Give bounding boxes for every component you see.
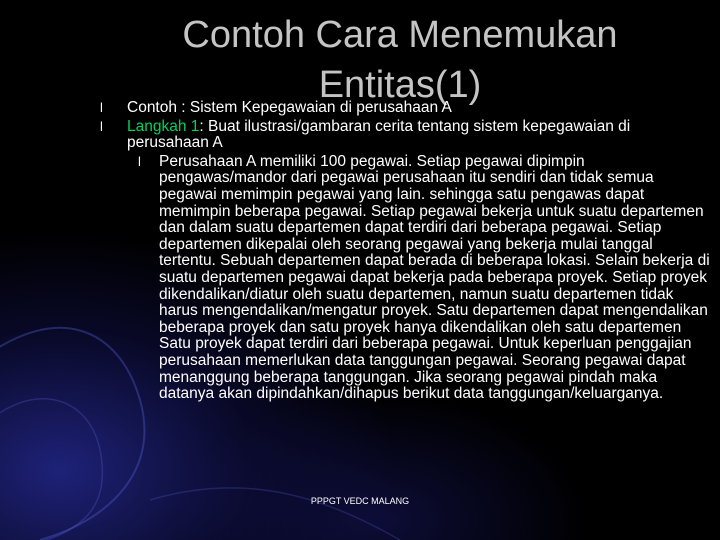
sub-bullet-text: Perusahaan A memiliki 100 pegawai. Setiap pegawai dipimpin pengawas/mandor dari pegawai perusahaan itu sendiri dan tidak semua pegawai memimpin pegawai yang lain. sehingga satu pengawas dapat memimpin beberapa pegawai. Setiap pegawai bekerja untuk suatu departemen dan dalam suatu departemen dapat terdiri dari beberapa pegawai. Setiap departemen dikepalai oleh seorang pegawai yang bekerja mulai tanggal tertentu. Sebuah departemen dapat berada di beberapa lokasi. Selain bekerja di suatu departemen pegawai dapat bekerja pada beberapa proyek. Setiap proyek dikendalikan/diatur oleh suatu departemen, namun suatu departemen tidak harus mengendalikan/mengatur proyek. Satu departemen dapat mengendalikan beberapa proyek dan satu proyek hanya dikendalikan oleh satu departemen Satu proyek dapat terdiri dari beberapa pegawai. Untuk keperluan penggajian perusahaan memerlukan data tanggungan pegawai. Seorang pegawai dapat menanggung beberapa tanggungan. Jika seorang pegawai pindah maka datanya akan dipindahkan/dihapus berikut data tanggungan/keluarganya. (159, 152, 710, 403)
bullet-icon: l (100, 100, 103, 115)
slide-title: Contoh Cara Menemukan Entitas(1) (182, 14, 618, 106)
bullet-text: Contoh : Sistem Kepegawaian di perusahaan A (127, 99, 452, 116)
bullet-icon: l (100, 118, 103, 134)
sub-bullet-item (100, 154, 710, 403)
bullet-item (100, 100, 710, 117)
bullet-text: : Buat ilustrasi/gambaran cerita tentang sistem kepegawaian di perusahaan A (127, 117, 631, 152)
slide-footer: PPPGT VEDC MALANG (310, 496, 410, 506)
bullet-icon: l (138, 153, 141, 169)
slide-content (100, 100, 710, 403)
bullet-highlight: Langkah 1 (127, 117, 200, 135)
bullet-item (100, 119, 710, 152)
